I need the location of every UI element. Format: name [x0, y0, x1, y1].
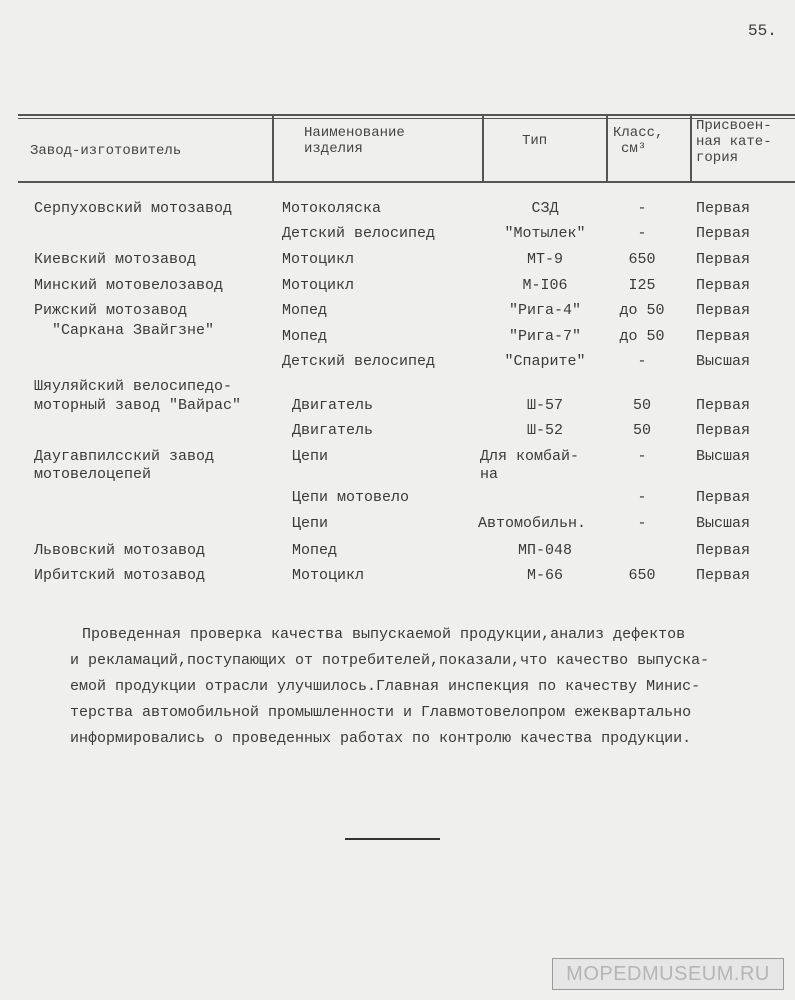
type-cell: "Рига-7" — [508, 328, 581, 345]
category-cell: Первая — [696, 489, 751, 506]
manufacturer-cell: Минский мотовелозавод — [34, 277, 224, 294]
manufacturer-cell: "Саркана Звайгзне" — [52, 322, 215, 339]
header-class-line: см³ — [621, 141, 647, 157]
table-row — [0, 397, 795, 421]
product-cell: Двигатель — [292, 397, 374, 414]
product-cell: Цепи мотовело — [292, 489, 410, 506]
class-cell: 50 — [632, 397, 651, 414]
table-row — [0, 422, 795, 446]
class-cell: 650 — [628, 251, 656, 268]
manufacturer-cell: Даугавпилсский завод — [34, 448, 215, 465]
column-divider — [690, 114, 692, 183]
table-row — [0, 489, 795, 513]
table-header-bottom-rule — [18, 181, 795, 183]
product-cell: Мопед — [292, 542, 338, 559]
header-type: Тип — [522, 133, 548, 149]
type-cell: Ш-57 — [526, 397, 563, 414]
product-cell: Мотоцикл — [282, 251, 355, 268]
product-cell: Цепи — [292, 515, 329, 532]
header-product-line: изделия — [304, 141, 363, 157]
category-cell: Первая — [696, 328, 751, 345]
category-cell: Первая — [696, 225, 751, 242]
class-cell: 650 — [628, 567, 656, 584]
type-cell: МП-048 — [517, 542, 572, 559]
type-cell: Ш-52 — [526, 422, 563, 439]
header-product — [304, 125, 405, 157]
class-cell: - — [637, 448, 647, 465]
class-cell: 50 — [632, 422, 651, 439]
manufacturer-cell: Киевский мотозавод — [34, 251, 197, 268]
product-cell: Мопед — [282, 302, 328, 319]
header-class-line: Класс, — [613, 125, 664, 141]
category-cell: Первая — [696, 200, 751, 217]
header-category-line: гория — [696, 150, 739, 166]
product-cell: Детский велосипед — [282, 225, 436, 242]
manufacturer-cell: Рижский мотозавод — [34, 302, 188, 319]
product-cell: Мотоцикл — [292, 567, 365, 584]
column-divider — [606, 114, 608, 183]
manufacturer-cell: Шяуляйский велосипедо- — [34, 378, 233, 395]
table-row — [0, 466, 795, 490]
header-category-line: ная кате- — [696, 134, 772, 150]
paragraph-line: Проведенная проверка качества выпускаемой продукции,анализ дефектов — [82, 626, 686, 643]
type-cell: МТ-9 — [526, 251, 563, 268]
paragraph-line: терства автомобильной промышленности и Главмотовелопром ежеквартально — [70, 704, 692, 721]
header-manufacturer: Завод-изготовитель — [30, 143, 182, 159]
category-cell: Первая — [696, 251, 751, 268]
paragraph-line: емой продукции отрасли улучшилось.Главная инспекция по качеству Минис- — [70, 678, 701, 695]
product-cell: Мотоколяска — [282, 200, 382, 217]
table-row — [0, 353, 795, 377]
header-product-line: Наименование — [304, 125, 405, 141]
category-cell: Первая — [696, 567, 751, 584]
class-cell: - — [637, 225, 647, 242]
product-cell: Двигатель — [292, 422, 374, 439]
category-cell: Первая — [696, 542, 751, 559]
class-cell: I25 — [628, 277, 656, 294]
type-cell: М-66 — [526, 567, 563, 584]
category-cell: Высшая — [696, 515, 751, 532]
table-top-rule — [18, 114, 795, 116]
page-number: 55. — [748, 22, 777, 40]
header-category-line: Присвоен- — [696, 118, 772, 134]
class-cell: - — [637, 200, 647, 217]
product-cell: Цепи — [292, 448, 329, 465]
category-cell: Высшая — [696, 353, 751, 370]
manufacturer-cell: Серпуховский мотозавод — [34, 200, 233, 217]
column-divider — [272, 114, 274, 183]
class-cell: - — [637, 515, 647, 532]
product-cell: Мотоцикл — [282, 277, 355, 294]
type-cell: Для комбай- — [480, 448, 580, 465]
manufacturer-cell: Львовский мотозавод — [34, 542, 206, 559]
product-cell: Детский велосипед — [282, 353, 436, 370]
table-row — [0, 328, 795, 352]
header-category — [696, 118, 772, 166]
category-cell: Первая — [696, 422, 751, 439]
table-row — [0, 200, 795, 224]
table-row — [0, 542, 795, 566]
table-row — [0, 515, 795, 539]
type-cell: М-I06 — [522, 277, 568, 294]
class-cell: - — [637, 353, 647, 370]
type-cell: "Мотылек" — [504, 225, 586, 242]
type-cell: на — [480, 466, 499, 483]
manufacturer-cell: мотовелоцепей — [34, 466, 152, 483]
manufacturer-cell: моторный завод "Вайрас" — [34, 397, 242, 414]
table-row — [0, 225, 795, 249]
class-cell: - — [637, 489, 647, 506]
type-cell: "Спарите" — [504, 353, 586, 370]
paragraph-line: и рекламаций,поступающих от потребителей,показали,что качество выпуска- — [70, 652, 710, 669]
body-paragraph — [70, 622, 770, 752]
type-cell: СЗД — [531, 200, 559, 217]
class-cell: до 50 — [619, 302, 665, 319]
product-cell: Мопед — [282, 328, 328, 345]
table-row — [0, 567, 795, 591]
table-top-rule-2 — [18, 118, 795, 119]
table-row — [0, 277, 795, 301]
table-row — [0, 251, 795, 275]
column-divider — [482, 114, 484, 183]
header-class — [613, 125, 663, 157]
category-cell: Первая — [696, 277, 751, 294]
end-rule — [345, 838, 440, 840]
category-cell: Высшая — [696, 448, 751, 465]
category-cell: Первая — [696, 397, 751, 414]
category-cell: Первая — [696, 302, 751, 319]
site-watermark: MOPEDMUSEUM.RU — [552, 958, 784, 990]
paragraph-line: информировались о проведенных работах по контролю качества продукции. — [70, 730, 692, 747]
class-cell: до 50 — [619, 328, 665, 345]
type-cell: Автомобильн. — [478, 515, 587, 532]
manufacturer-cell: Ирбитский мотозавод — [34, 567, 206, 584]
type-cell: "Рига-4" — [508, 302, 581, 319]
